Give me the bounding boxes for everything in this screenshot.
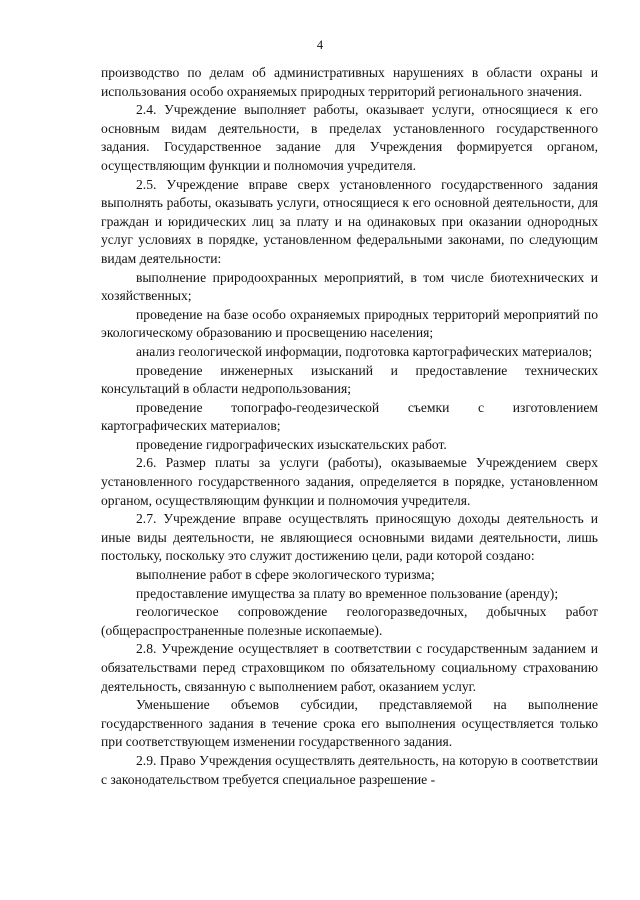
list-item: проведение инженерных изысканий и предоставление технических консультаций в области недропользования;	[101, 362, 598, 397]
list-item: выполнение природоохранных мероприятий, в том числе биотехнических и хозяйственных;	[101, 269, 598, 304]
document-body	[101, 64, 598, 789]
paragraph: 2.8. Учреждение осуществляет в соответствии с государственным заданием и обязательствами перед страховщиком по обязательному социальному страхованию деятельность, связанную с выполнением работ, оказанием услуг.	[101, 641, 598, 694]
list-item: проведение на базе особо охраняемых природных территорий мероприятий по экологическому образованию и просвещению населения;	[101, 306, 598, 341]
list-item: проведение топографо-геодезической съемки с изготовлением картографических материалов;	[101, 399, 598, 434]
paragraph: 2.7. Учреждение вправе осуществлять приносящую доходы деятельность и иные виды деятельности, не являющиеся основными видами деятельности, лишь постольку, поскольку это служит достижению цели, ради которой создано:	[101, 511, 598, 564]
list-item: геологическое сопровождение геологоразведочных, добычных работ (общераспространенные полезные ископаемые).	[101, 604, 598, 638]
list-item: проведение гидрографических изыскательских работ.	[136, 436, 447, 452]
paragraph: 2.5. Учреждение вправе сверх установленного государственного задания выполнять работы, оказывать услуги, относящиеся к его основной деятельности, для граждан и юридических лиц за плату и на одинаковых при оказании однородных услуг условиях в порядке, установленном федеральными законами, по следующим видам деятельности:	[101, 176, 598, 266]
paragraph: производство по делам об административных нарушениях в области охраны и использования особо охраняемых природных территорий регионального значения.	[101, 65, 598, 99]
list-item: предоставление имущества за плату во временное пользование (аренду);	[136, 585, 559, 601]
paragraph: 2.6. Размер платы за услуги (работы), оказываемые Учреждением сверх установленного государственного задания, определяется в порядке, установленном органом, осуществляющим функции и полномочия учредителя.	[101, 455, 598, 508]
list-item: выполнение работ в сфере экологического туризма;	[136, 567, 435, 583]
paragraph: 2.4. Учреждение выполняет работы, оказывает услуги, относящиеся к его основным видам деятельности, в пределах установленного государственного задания. Государственное задание для Учреждения формируется органом, осуществляющим функции и полномочия учредителя.	[101, 102, 598, 173]
paragraph: 2.9. Право Учреждения осуществлять деятельность, на которую в соответствии с законодательством требуется специальное разрешение -	[101, 752, 598, 787]
paragraph: Уменьшение объемов субсидии, представляемой на выполнение государственного задания в течение срока его выполнения осуществляется только при соответствующем изменении государственного задания.	[101, 697, 598, 750]
page-number: 4	[316, 38, 324, 52]
list-item: анализ геологической информации, подготовка картографических материалов;	[136, 343, 593, 359]
